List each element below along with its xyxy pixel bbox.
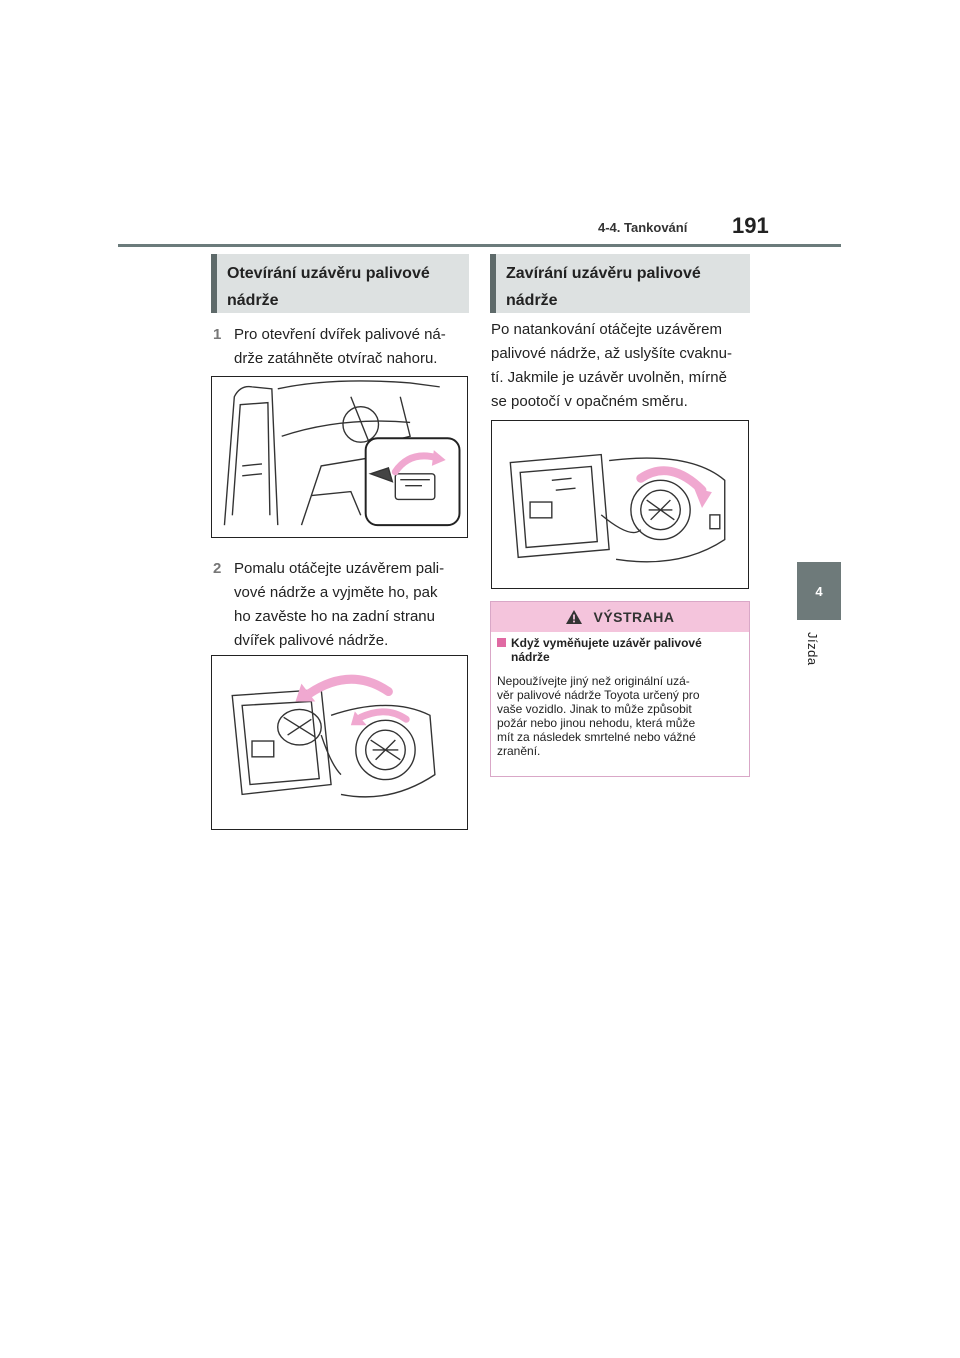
heading-line: nádrže: [227, 292, 279, 309]
figure-remove-cap: [211, 655, 468, 830]
step-number: 1: [213, 326, 222, 343]
header-rule: [118, 244, 841, 247]
figure-fuel-door-release: [211, 376, 468, 538]
warning-subheading-line: Když vyměňujete uzávěr palivové: [511, 636, 702, 650]
warning-subheading: [497, 636, 743, 664]
chapter-tab[interactable]: [797, 562, 841, 620]
warning-text-line: zranění.: [497, 744, 541, 758]
bullet-square-icon: [497, 638, 506, 647]
figure-close-cap: [491, 420, 749, 589]
paragraph-line: tí. Jakmile je uzávěr uvolněn, mírně: [491, 369, 727, 386]
heading-line: Zavírání uzávěru palivové: [506, 265, 701, 282]
warning-triangle-icon: [565, 609, 583, 625]
paragraph-line: Po natankování otáčejte uzávěrem: [491, 321, 722, 338]
section-heading-opening: [211, 254, 469, 313]
paragraph-line: palivové nádrže, až uslyšíte cvaknu-: [491, 345, 732, 362]
header-section-title: 4-4. Tankování: [598, 220, 688, 235]
closing-paragraph: [491, 318, 753, 414]
warning-box: [490, 601, 750, 777]
paragraph-line: se pootočí v opačném směru.: [491, 393, 688, 410]
step-line: dvířek palivové nádrže.: [234, 632, 389, 649]
step-1: [213, 323, 473, 371]
step-line: Pro otevření dvířek palivové ná-: [234, 326, 446, 343]
close-cap-illustration: [492, 421, 748, 588]
remove-cap-illustration: [212, 656, 467, 829]
warning-text: [497, 674, 743, 758]
warning-header: [491, 602, 749, 632]
warning-text-line: věr palivové nádrže Toyota určený pro: [497, 688, 700, 702]
warning-text-line: požár nebo jinou nehodu, která může: [497, 716, 696, 730]
step-line: ho zavěste ho na zadní stranu: [234, 608, 435, 625]
step-line: drže zatáhněte otvírač nahoru.: [234, 350, 438, 367]
warning-text-line: mít za následek smrtelné nebo vážné: [497, 730, 696, 744]
heading-line: Otevírání uzávěru palivové: [227, 265, 430, 282]
chapter-label: Jízda: [805, 632, 820, 666]
warning-text-line: vaše vozidlo. Jinak to může způsobit: [497, 702, 692, 716]
heading-line: nádrže: [506, 292, 558, 309]
step-line: vové nádrže a vyjměte ho, pak: [234, 584, 438, 601]
page-number: 191: [732, 213, 769, 238]
chapter-number: 4: [815, 583, 823, 599]
warning-subheading-line: nádrže: [511, 650, 550, 664]
fuel-door-release-illustration: [212, 377, 467, 537]
step-line: Pomalu otáčejte uzávěrem pali-: [234, 560, 445, 577]
step-number: 2: [213, 560, 222, 577]
warning-text-line: Nepoužívejte jiný než originální uzá-: [497, 674, 690, 688]
section-heading-closing: [490, 254, 750, 313]
warning-title: VÝSTRAHA: [593, 609, 675, 625]
step-2: [213, 557, 473, 653]
